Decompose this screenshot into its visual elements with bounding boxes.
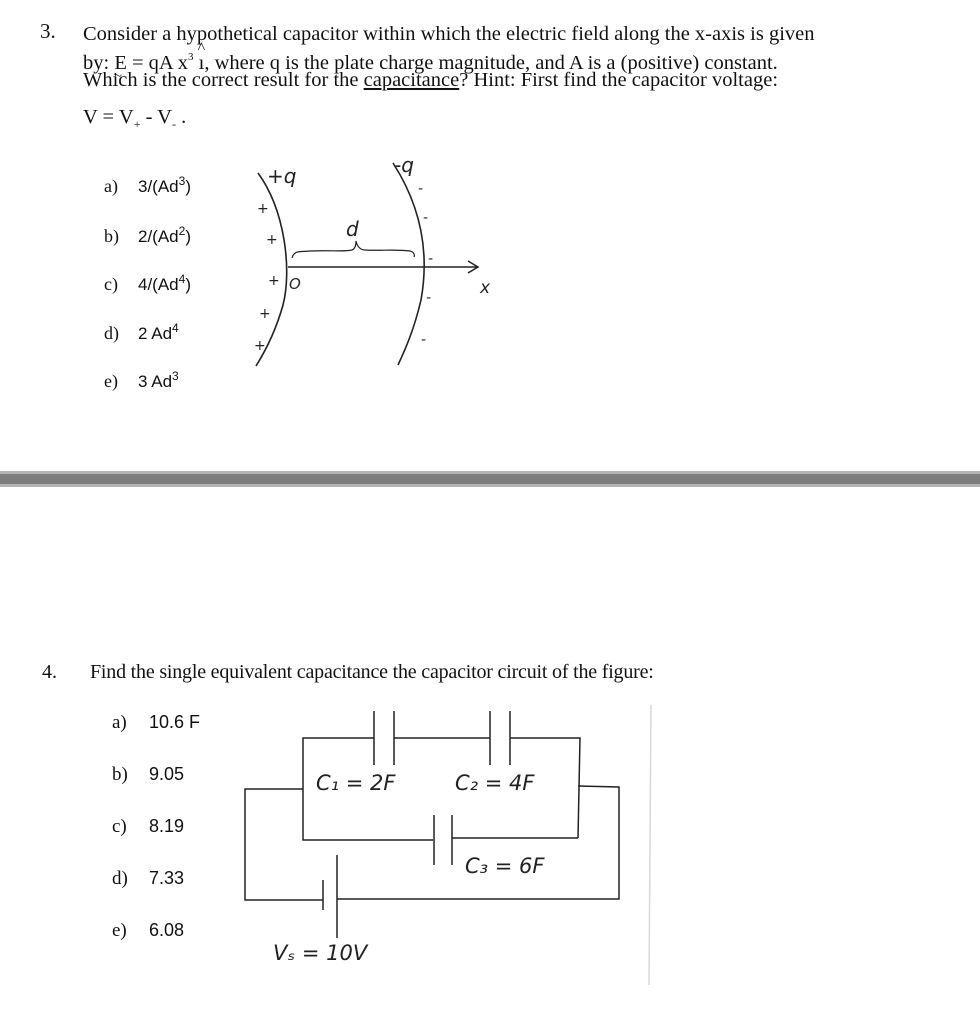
option-exponent: 3	[178, 174, 186, 188]
exponent: 3	[187, 51, 194, 63]
plus-charge-sign: +	[254, 338, 266, 354]
margin-mark	[649, 705, 651, 985]
minus-charge-sign: -	[428, 251, 434, 267]
question-3-line-1: Consider a hypothetical capacitor within which the electric field along the x-axis is given	[83, 23, 815, 45]
q4-option-e[interactable]	[112, 920, 184, 942]
line2-rest: , where q is the plate charge magnitude, and A is a (positive) constant.	[204, 52, 778, 74]
right-plate	[393, 163, 427, 365]
option-value: 9.05	[149, 764, 185, 784]
c1-label: C₁ = 2F	[316, 771, 396, 795]
option-value: 6.08	[149, 920, 185, 940]
question-4-text: Find the single equivalent capacitance the capacitor circuit of the figure:	[90, 661, 654, 683]
option-letter: e)	[104, 371, 118, 391]
option-exponent: 2	[178, 224, 186, 238]
origin-label: O	[289, 275, 301, 293]
question-3-number: 3.	[40, 19, 56, 43]
plus-q-label: +q	[267, 164, 297, 188]
question-4-number: 4.	[42, 661, 57, 683]
option-base: 4/(Ad	[138, 275, 179, 294]
minus-charge-sign: -	[418, 181, 424, 197]
option-exponent: 4	[178, 272, 186, 286]
option-value	[138, 369, 179, 391]
gap-brace	[292, 241, 414, 258]
gap-d-label: d	[346, 217, 359, 241]
wire-top-left	[303, 738, 374, 790]
wire-outer-right	[337, 786, 619, 899]
source-voltage-label: Vₛ = 10V	[273, 941, 368, 965]
q3-option-a[interactable]	[104, 174, 191, 197]
option-exponent: 4	[172, 321, 179, 335]
line3-rest: ? Hint: First find the capacitor voltage:	[459, 69, 779, 91]
plus-charge-sign: +	[266, 232, 278, 248]
q3-option-e[interactable]	[104, 369, 179, 392]
option-letter: c)	[112, 816, 127, 837]
option-value	[138, 272, 191, 294]
voltage-eq-left: V = V	[83, 106, 134, 128]
q3-option-d[interactable]	[104, 321, 179, 344]
minus-charge-sign: -	[421, 332, 427, 348]
voltage-equation	[83, 106, 186, 132]
option-tail: )	[185, 227, 191, 246]
line3-prefix: Which is the correct result for the	[83, 69, 364, 91]
option-value: 8.19	[149, 816, 185, 836]
minus-charge-sign: -	[426, 290, 432, 306]
minus-charge-sign: -	[423, 210, 429, 226]
plus-charge-sign: +	[257, 201, 269, 217]
option-base: 2/(Ad	[138, 227, 179, 246]
line2-prefix: by:	[83, 52, 115, 74]
q4-option-a[interactable]	[112, 712, 200, 734]
voltage-end: .	[175, 106, 187, 128]
plus-charge-sign: +	[259, 306, 271, 322]
voltage-minus: -	[171, 117, 176, 131]
option-value: 7.33	[149, 868, 185, 888]
negative-charges	[418, 181, 433, 348]
line2-eq: = qA x	[126, 52, 188, 74]
c2-label: C₂ = 4F	[455, 771, 535, 795]
option-value	[138, 224, 191, 246]
unit-vector-i: ^ ı	[199, 51, 205, 75]
field-vector-e: E ~	[114, 51, 127, 75]
option-letter: d)	[112, 868, 128, 889]
q3-option-b[interactable]	[104, 224, 191, 247]
positive-charges	[254, 201, 280, 354]
voltage-plus: +	[133, 117, 141, 131]
option-letter: a)	[112, 712, 127, 733]
option-base: 2 Ad	[138, 324, 173, 343]
page-divider-inner	[0, 474, 980, 484]
option-letter: e)	[112, 920, 127, 941]
option-letter: c)	[104, 274, 118, 294]
option-letter: b)	[104, 226, 119, 246]
option-letter: d)	[104, 323, 119, 343]
option-base: 3 Ad	[138, 372, 173, 391]
option-letter: b)	[112, 764, 128, 785]
wire-mid-left	[303, 790, 433, 840]
plus-charge-sign: +	[268, 273, 280, 289]
option-exponent: 3	[172, 369, 179, 383]
option-value: 10.6 F	[149, 712, 201, 732]
option-value	[138, 174, 191, 196]
question-3-line-3	[83, 68, 778, 92]
minus-q-label: -q	[394, 153, 414, 177]
option-tail: )	[185, 275, 191, 294]
q4-option-b[interactable]	[112, 764, 184, 786]
option-value	[138, 321, 179, 343]
x-axis-label: x	[480, 278, 491, 298]
x-axis-arrowhead	[468, 261, 478, 273]
c3-label: C₃ = 6F	[465, 854, 545, 878]
wire-outer-left	[245, 789, 323, 900]
option-base: 3/(Ad	[138, 177, 179, 196]
capacitance-underlined: capacitance	[363, 69, 460, 91]
voltage-mid: - V	[140, 106, 172, 128]
left-plate	[256, 173, 287, 366]
option-tail: )	[185, 177, 191, 196]
wire-top-right	[510, 738, 580, 838]
q4-option-c[interactable]	[112, 816, 184, 838]
option-letter: a)	[104, 176, 118, 196]
q4-option-d[interactable]	[112, 868, 184, 890]
q3-option-c[interactable]	[104, 272, 191, 295]
